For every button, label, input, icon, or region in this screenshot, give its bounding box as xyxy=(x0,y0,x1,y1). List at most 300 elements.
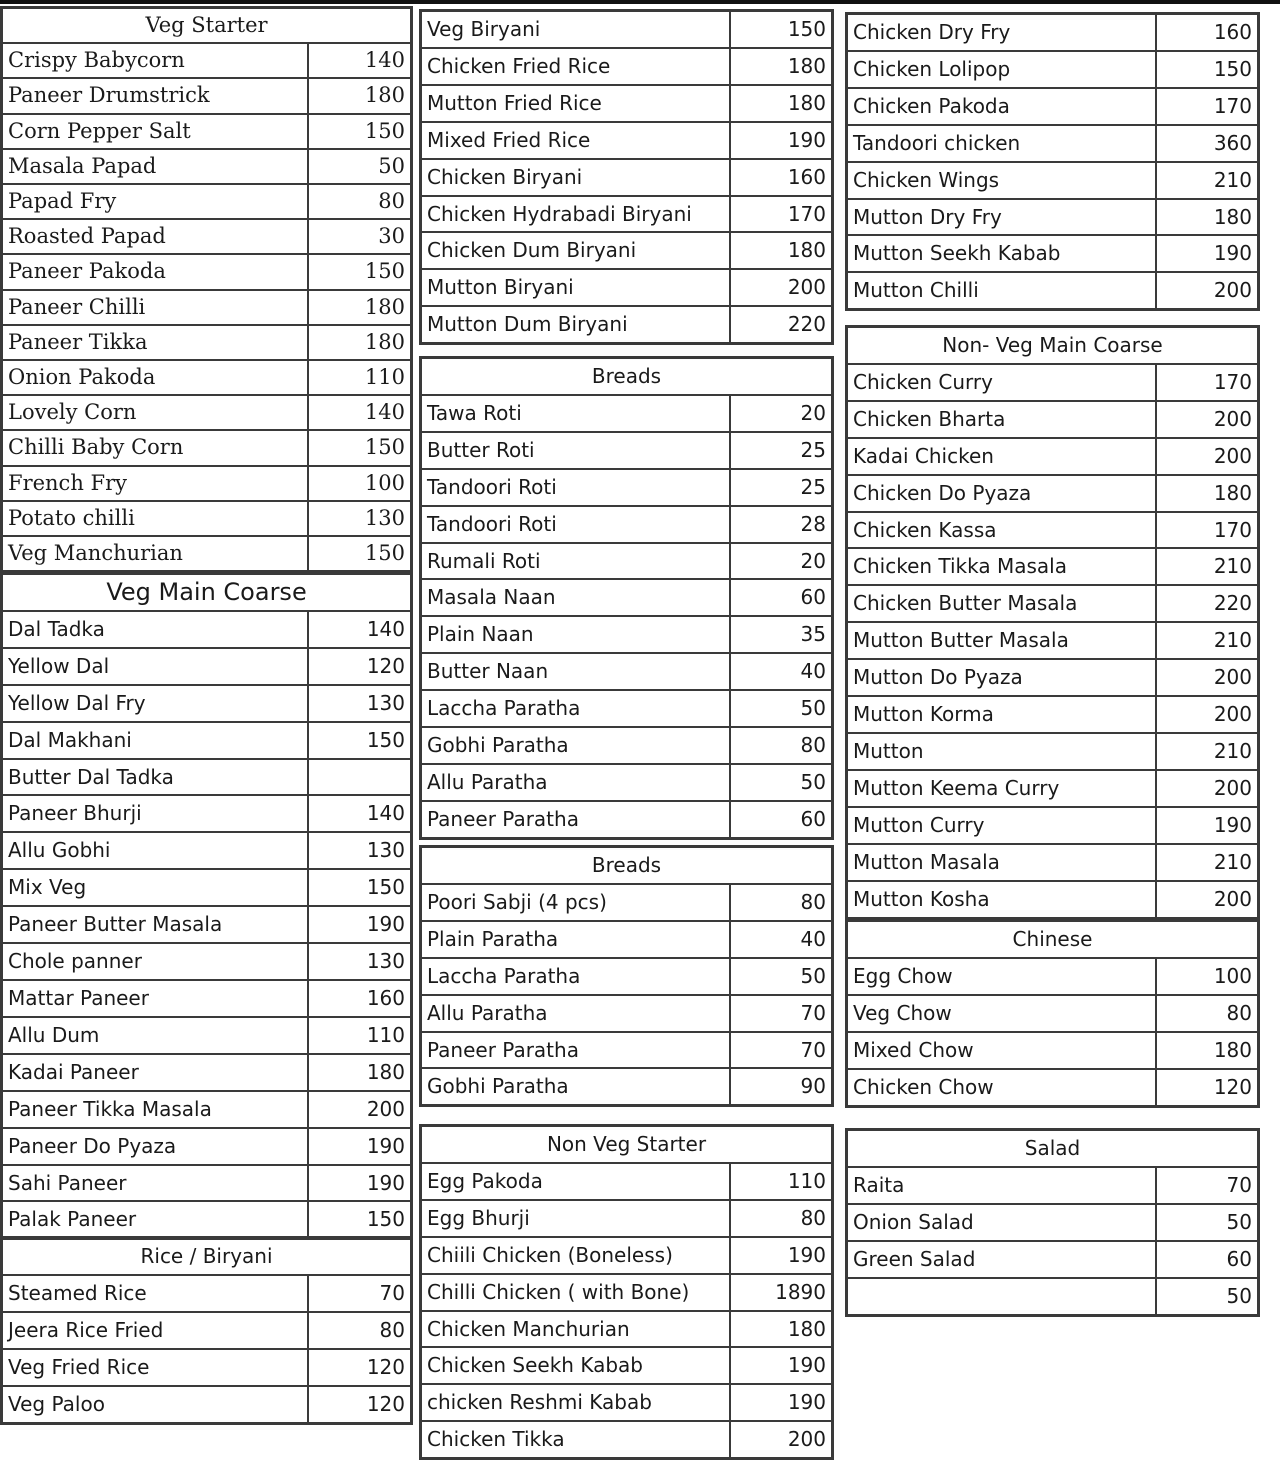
menu-item-name: Mutton Dum Biryani xyxy=(421,306,730,343)
menu-item-row xyxy=(421,232,833,269)
menu-item-row xyxy=(847,1241,1259,1278)
menu-item-name: Mutton Dry Fry xyxy=(847,199,1156,236)
section-header-row xyxy=(421,1126,833,1163)
menu-item-row xyxy=(421,469,833,506)
menu-item-name: Veg Paloo xyxy=(2,1386,308,1423)
menu-item-name: Mutton xyxy=(847,733,1156,770)
menu-item-price: 170 xyxy=(1156,364,1259,401)
menu-item-row xyxy=(421,1421,833,1458)
menu-item-name: Dal Makhani xyxy=(2,722,308,759)
menu-item-name: Mutton Korma xyxy=(847,696,1156,733)
menu-item-name: Lovely Corn xyxy=(2,395,308,430)
menu-item-price: 180 xyxy=(1156,475,1259,512)
menu-item-row xyxy=(847,881,1259,918)
menu-item-price: 210 xyxy=(1156,844,1259,881)
menu-item-price: 70 xyxy=(1156,1167,1259,1204)
menu-item-row xyxy=(2,360,412,395)
menu-item-name: Laccha Paratha xyxy=(421,690,730,727)
section-header-row xyxy=(847,327,1259,364)
menu-item-name: Yellow Dal Fry xyxy=(2,685,308,722)
menu-item-row xyxy=(421,995,833,1032)
menu-item-name: Paneer Pakoda xyxy=(2,254,308,289)
menu-item-name: Kadai Paneer xyxy=(2,1054,308,1091)
menu-item-row xyxy=(421,1347,833,1384)
menu-item-name: Poori Sabji (4 pcs) xyxy=(421,884,730,921)
section-header-row xyxy=(421,847,833,884)
menu-item-row xyxy=(421,764,833,801)
menu-item-price: 200 xyxy=(308,1091,412,1128)
top-border xyxy=(0,0,1280,4)
menu-item-name: Potato chilli xyxy=(2,501,308,536)
menu-item-name: Tandoori Roti xyxy=(421,469,730,506)
menu-item-row xyxy=(421,1068,833,1105)
menu-item-name: Chicken Bharta xyxy=(847,401,1156,438)
menu-item-row xyxy=(847,364,1259,401)
menu-item-price: 80 xyxy=(308,1312,412,1349)
menu-item-name: Chicken Curry xyxy=(847,364,1156,401)
menu-item-price: 130 xyxy=(308,832,412,869)
menu-item-price: 60 xyxy=(730,801,833,838)
veg-main-table xyxy=(0,572,413,1240)
non-veg-starter-continued-table xyxy=(845,12,1260,311)
menu-item-row xyxy=(2,943,412,980)
section-header-row xyxy=(2,574,412,611)
menu-item-row xyxy=(2,149,412,184)
menu-item-name: Mutton Butter Masala xyxy=(847,622,1156,659)
menu-item-name: Veg Biryani xyxy=(421,11,730,48)
menu-item-price: 210 xyxy=(1156,622,1259,659)
menu-item-row xyxy=(2,832,412,869)
menu-item-name: Chicken Tikka xyxy=(421,1421,730,1458)
menu-item-price: 40 xyxy=(730,653,833,690)
menu-item-price: 180 xyxy=(308,325,412,360)
section-header-row xyxy=(847,1130,1259,1167)
breads-second-table xyxy=(419,845,834,1107)
menu-item-row xyxy=(2,466,412,501)
menu-item-row xyxy=(847,88,1259,125)
menu-item-price: 200 xyxy=(730,269,833,306)
menu-item-row xyxy=(847,1032,1259,1069)
menu-item-row xyxy=(421,1237,833,1274)
menu-item-name: Chilli Chicken ( with Bone) xyxy=(421,1274,730,1311)
menu-item-name xyxy=(847,1278,1156,1315)
menu-item-name: Mutton Kosha xyxy=(847,881,1156,918)
menu-item-name: Chicken Seekh Kabab xyxy=(421,1347,730,1384)
menu-item-price: 110 xyxy=(730,1163,833,1200)
menu-item-row xyxy=(421,690,833,727)
menu-item-name: Chicken Lolipop xyxy=(847,51,1156,88)
menu-item-price: 140 xyxy=(308,43,412,78)
menu-item-row xyxy=(2,869,412,906)
menu-item-price: 80 xyxy=(308,184,412,219)
menu-item-price: 150 xyxy=(308,722,412,759)
menu-item-row xyxy=(2,1275,412,1312)
menu-item-name: Gobhi Paratha xyxy=(421,1068,730,1105)
menu-item-row xyxy=(2,611,412,648)
menu-item-row xyxy=(421,1163,833,1200)
menu-item-row xyxy=(847,51,1259,88)
menu-item-price: 150 xyxy=(308,254,412,289)
salad-table xyxy=(845,1128,1260,1317)
menu-item-row xyxy=(2,1165,412,1202)
menu-item-price: 190 xyxy=(730,1384,833,1421)
menu-item-price: 130 xyxy=(308,943,412,980)
menu-item-name: Paneer Paratha xyxy=(421,801,730,838)
menu-item-price: 200 xyxy=(1156,696,1259,733)
menu-item-price: 70 xyxy=(730,1032,833,1069)
menu-item-row xyxy=(2,722,412,759)
menu-item-name: Rumali Roti xyxy=(421,543,730,580)
menu-item-row xyxy=(2,648,412,685)
menu-item-name: Chicken Fried Rice xyxy=(421,48,730,85)
menu-item-price: 190 xyxy=(730,122,833,159)
menu-item-price: 180 xyxy=(308,78,412,113)
menu-item-name: Chicken Biryani xyxy=(421,159,730,196)
menu-item-row xyxy=(421,159,833,196)
menu-item-price: 180 xyxy=(730,48,833,85)
menu-item-row xyxy=(847,770,1259,807)
menu-item-name: Allu Paratha xyxy=(421,995,730,1032)
menu-item-price: 170 xyxy=(730,196,833,233)
menu-item-price: 190 xyxy=(308,1165,412,1202)
menu-item-row xyxy=(2,501,412,536)
menu-item-name: Plain Paratha xyxy=(421,921,730,958)
menu-item-row xyxy=(2,759,412,796)
menu-item-row xyxy=(421,269,833,306)
menu-item-price: 30 xyxy=(308,219,412,254)
menu-item-name: Paneer Tikka Masala xyxy=(2,1091,308,1128)
menu-item-name: Palak Paneer xyxy=(2,1201,308,1238)
menu-item-row xyxy=(2,1091,412,1128)
menu-item-price: 50 xyxy=(1156,1204,1259,1241)
section-title: Veg Main Coarse xyxy=(2,574,412,611)
menu-item-name: Paneer Bhurji xyxy=(2,795,308,832)
menu-item-name: Kadai Chicken xyxy=(847,438,1156,475)
menu-item-row xyxy=(421,543,833,580)
menu-item-price: 180 xyxy=(308,1054,412,1091)
menu-item-price: 50 xyxy=(308,149,412,184)
menu-item-row xyxy=(421,11,833,48)
menu-item-name: Laccha Paratha xyxy=(421,958,730,995)
menu-item-price: 140 xyxy=(308,611,412,648)
menu-item-price: 150 xyxy=(730,11,833,48)
menu-item-name: Allu Dum xyxy=(2,1017,308,1054)
menu-item-price: 360 xyxy=(1156,125,1259,162)
menu-item-price: 70 xyxy=(308,1275,412,1312)
menu-item-name: Chicken Dry Fry xyxy=(847,14,1156,51)
menu-item-name: Mutton Biryani xyxy=(421,269,730,306)
menu-item-price: 28 xyxy=(730,506,833,543)
menu-item-row xyxy=(847,475,1259,512)
menu-item-row xyxy=(2,43,412,78)
menu-item-name: Chole panner xyxy=(2,943,308,980)
menu-item-name: Paneer Do Pyaza xyxy=(2,1128,308,1165)
menu-item-name: Chicken Kassa xyxy=(847,512,1156,549)
menu-item-row xyxy=(847,125,1259,162)
menu-item-price: 170 xyxy=(1156,512,1259,549)
breads-table xyxy=(419,356,834,840)
menu-item-price: 120 xyxy=(308,648,412,685)
menu-item-price: 50 xyxy=(730,764,833,801)
non-veg-main-table xyxy=(845,325,1260,920)
menu-item-price: 140 xyxy=(308,395,412,430)
menu-item-row xyxy=(847,659,1259,696)
menu-item-name: Papad Fry xyxy=(2,184,308,219)
menu-item-name: Egg Chow xyxy=(847,958,1156,995)
menu-item-name: French Fry xyxy=(2,466,308,501)
menu-item-row xyxy=(847,512,1259,549)
menu-item-price: 110 xyxy=(308,360,412,395)
menu-item-row xyxy=(421,506,833,543)
menu-item-name: Masala Papad xyxy=(2,149,308,184)
menu-item-row xyxy=(421,1200,833,1237)
menu-item-name: Mutton Fried Rice xyxy=(421,85,730,122)
menu-item-price: 80 xyxy=(730,884,833,921)
menu-item-price: 50 xyxy=(730,958,833,995)
menu-item-row xyxy=(421,921,833,958)
menu-item-name: Chicken Hydrabadi Biryani xyxy=(421,196,730,233)
menu-item-price: 120 xyxy=(308,1386,412,1423)
menu-item-price: 190 xyxy=(730,1237,833,1274)
menu-item-name: Mutton Seekh Kabab xyxy=(847,235,1156,272)
menu-item-price: 190 xyxy=(730,1347,833,1384)
menu-item-name: Tandoori Roti xyxy=(421,506,730,543)
menu-item-price: 150 xyxy=(308,1201,412,1238)
menu-item-row xyxy=(847,272,1259,309)
menu-item-price: 1890 xyxy=(730,1274,833,1311)
menu-item-price: 210 xyxy=(1156,548,1259,585)
menu-item-row xyxy=(2,254,412,289)
menu-item-name: Yellow Dal xyxy=(2,648,308,685)
non-veg-starter-table xyxy=(419,1124,834,1460)
menu-item-row xyxy=(2,325,412,360)
menu-item-price: 190 xyxy=(1156,235,1259,272)
menu-item-price: 100 xyxy=(308,466,412,501)
rice-biryani-table xyxy=(0,1236,413,1425)
menu-item-name: Allu Paratha xyxy=(421,764,730,801)
menu-item-row xyxy=(2,1349,412,1386)
section-title: Non- Veg Main Coarse xyxy=(847,327,1259,364)
menu-item-row xyxy=(421,616,833,653)
section-header-row xyxy=(421,358,833,395)
menu-item-row xyxy=(421,1032,833,1069)
menu-item-row xyxy=(2,1017,412,1054)
menu-item-name: Allu Gobhi xyxy=(2,832,308,869)
menu-item-price: 180 xyxy=(1156,1032,1259,1069)
menu-item-row xyxy=(2,184,412,219)
menu-item-row xyxy=(847,807,1259,844)
section-header-row xyxy=(847,921,1259,958)
menu-item-name: Jeera Rice Fried xyxy=(2,1312,308,1349)
menu-item-name: Egg Bhurji xyxy=(421,1200,730,1237)
menu-item-price: 200 xyxy=(1156,881,1259,918)
menu-item-price: 50 xyxy=(1156,1278,1259,1315)
menu-item-name: Paneer Paratha xyxy=(421,1032,730,1069)
menu-item-name: Gobhi Paratha xyxy=(421,727,730,764)
menu-item-price: 120 xyxy=(308,1349,412,1386)
section-header-row xyxy=(2,1238,412,1275)
menu-item-row xyxy=(421,48,833,85)
menu-item-price: 80 xyxy=(1156,995,1259,1032)
menu-item-name: Mutton Curry xyxy=(847,807,1156,844)
menu-item-price xyxy=(308,759,412,796)
menu-item-name: chicken Reshmi Kabab xyxy=(421,1384,730,1421)
menu-item-name: Roasted Papad xyxy=(2,219,308,254)
menu-item-price: 25 xyxy=(730,432,833,469)
section-title: Chinese xyxy=(847,921,1259,958)
menu-item-row xyxy=(847,696,1259,733)
menu-item-price: 200 xyxy=(1156,272,1259,309)
menu-item-name: Chicken Dum Biryani xyxy=(421,232,730,269)
menu-item-row xyxy=(847,585,1259,622)
menu-item-name: Veg Fried Rice xyxy=(2,1349,308,1386)
menu-item-name: Onion Salad xyxy=(847,1204,1156,1241)
menu-item-row xyxy=(847,995,1259,1032)
menu-item-price: 140 xyxy=(308,795,412,832)
menu-item-price: 70 xyxy=(730,995,833,1032)
menu-item-row xyxy=(847,401,1259,438)
menu-item-row xyxy=(847,622,1259,659)
menu-item-row xyxy=(421,958,833,995)
menu-item-price: 100 xyxy=(1156,958,1259,995)
menu-item-price: 190 xyxy=(1156,807,1259,844)
menu-item-name: Tawa Roti xyxy=(421,395,730,432)
menu-item-row xyxy=(2,78,412,113)
menu-item-row xyxy=(2,1312,412,1349)
menu-item-price: 130 xyxy=(308,501,412,536)
menu-item-price: 20 xyxy=(730,395,833,432)
menu-item-price: 60 xyxy=(730,579,833,616)
menu-item-name: Corn Pepper Salt xyxy=(2,114,308,149)
menu-item-price: 170 xyxy=(1156,88,1259,125)
menu-item-price: 40 xyxy=(730,921,833,958)
menu-item-row xyxy=(2,685,412,722)
menu-item-name: Paneer Chilli xyxy=(2,290,308,325)
menu-item-name: Tandoori chicken xyxy=(847,125,1156,162)
menu-item-price: 200 xyxy=(1156,438,1259,475)
menu-item-row xyxy=(847,235,1259,272)
menu-item-row xyxy=(421,1311,833,1348)
menu-item-price: 90 xyxy=(730,1068,833,1105)
menu-item-price: 160 xyxy=(308,980,412,1017)
menu-item-name: Mutton Masala xyxy=(847,844,1156,881)
menu-item-price: 200 xyxy=(730,1421,833,1458)
menu-item-row xyxy=(2,114,412,149)
menu-item-name: Butter Naan xyxy=(421,653,730,690)
menu-item-row xyxy=(421,85,833,122)
section-title: Veg Starter xyxy=(2,8,412,44)
menu-item-name: Mixed Chow xyxy=(847,1032,1156,1069)
menu-item-name: Paneer Butter Masala xyxy=(2,906,308,943)
menu-item-price: 50 xyxy=(730,690,833,727)
menu-item-row xyxy=(421,196,833,233)
menu-item-price: 35 xyxy=(730,616,833,653)
menu-item-name: Chiili Chicken (Boneless) xyxy=(421,1237,730,1274)
menu-item-price: 190 xyxy=(308,1128,412,1165)
menu-item-name: Crispy Babycorn xyxy=(2,43,308,78)
menu-item-row xyxy=(847,14,1259,51)
menu-item-name: Mutton Keema Curry xyxy=(847,770,1156,807)
menu-item-price: 210 xyxy=(1156,162,1259,199)
menu-item-row xyxy=(847,438,1259,475)
menu-item-price: 220 xyxy=(730,306,833,343)
menu-item-price: 200 xyxy=(1156,401,1259,438)
section-title: Breads xyxy=(421,847,833,884)
veg-starter-table xyxy=(0,6,413,573)
menu-item-row xyxy=(421,432,833,469)
menu-item-row xyxy=(421,122,833,159)
menu-item-price: 150 xyxy=(308,114,412,149)
menu-item-name: Onion Pakoda xyxy=(2,360,308,395)
menu-item-row xyxy=(2,430,412,465)
menu-item-row xyxy=(421,727,833,764)
menu-item-row xyxy=(2,980,412,1017)
menu-item-price: 160 xyxy=(730,159,833,196)
menu-item-row xyxy=(2,1386,412,1423)
menu-item-row xyxy=(847,1167,1259,1204)
menu-item-row xyxy=(2,795,412,832)
section-title: Rice / Biryani xyxy=(2,1238,412,1275)
menu-item-price: 190 xyxy=(308,906,412,943)
menu-item-price: 180 xyxy=(730,232,833,269)
menu-item-row xyxy=(421,1384,833,1421)
menu-item-name: Chicken Manchurian xyxy=(421,1311,730,1348)
menu-item-price: 150 xyxy=(308,536,412,572)
menu-item-name: Mutton Chilli xyxy=(847,272,1156,309)
menu-item-name: Chicken Tikka Masala xyxy=(847,548,1156,585)
menu-item-price: 20 xyxy=(730,543,833,580)
menu-item-row xyxy=(2,1128,412,1165)
menu-item-price: 180 xyxy=(730,85,833,122)
menu-item-row xyxy=(2,1054,412,1091)
menu-item-name: Chicken Pakoda xyxy=(847,88,1156,125)
menu-item-name: Butter Roti xyxy=(421,432,730,469)
section-title: Salad xyxy=(847,1130,1259,1167)
menu-item-price: 210 xyxy=(1156,733,1259,770)
biryani-continued-table xyxy=(419,9,834,345)
menu-item-name: Mutton Do Pyaza xyxy=(847,659,1156,696)
menu-item-name: Sahi Paneer xyxy=(2,1165,308,1202)
menu-item-price: 110 xyxy=(308,1017,412,1054)
menu-item-name: Chicken Do Pyaza xyxy=(847,475,1156,512)
menu-item-row xyxy=(2,1201,412,1238)
menu-item-name: Chicken Butter Masala xyxy=(847,585,1156,622)
menu-item-price: 150 xyxy=(1156,51,1259,88)
menu-item-name: Egg Pakoda xyxy=(421,1163,730,1200)
menu-item-row xyxy=(2,219,412,254)
menu-item-price: 80 xyxy=(730,1200,833,1237)
menu-item-name: Veg Chow xyxy=(847,995,1156,1032)
menu-item-price: 200 xyxy=(1156,659,1259,696)
menu-item-name: Mixed Fried Rice xyxy=(421,122,730,159)
menu-item-name: Raita xyxy=(847,1167,1156,1204)
menu-item-price: 130 xyxy=(308,685,412,722)
menu-item-price: 180 xyxy=(730,1311,833,1348)
menu-item-row xyxy=(421,579,833,616)
menu-item-name: Plain Naan xyxy=(421,616,730,653)
menu-item-row xyxy=(847,1278,1259,1315)
menu-item-row xyxy=(847,548,1259,585)
menu-item-name: Paneer Drumstrick xyxy=(2,78,308,113)
menu-item-row xyxy=(2,290,412,325)
menu-item-name: Veg Manchurian xyxy=(2,536,308,572)
menu-item-name: Paneer Tikka xyxy=(2,325,308,360)
menu-item-row xyxy=(847,199,1259,236)
menu-item-price: 60 xyxy=(1156,1241,1259,1278)
menu-item-row xyxy=(847,1204,1259,1241)
menu-item-row xyxy=(2,906,412,943)
menu-item-name: Chicken Chow xyxy=(847,1069,1156,1106)
